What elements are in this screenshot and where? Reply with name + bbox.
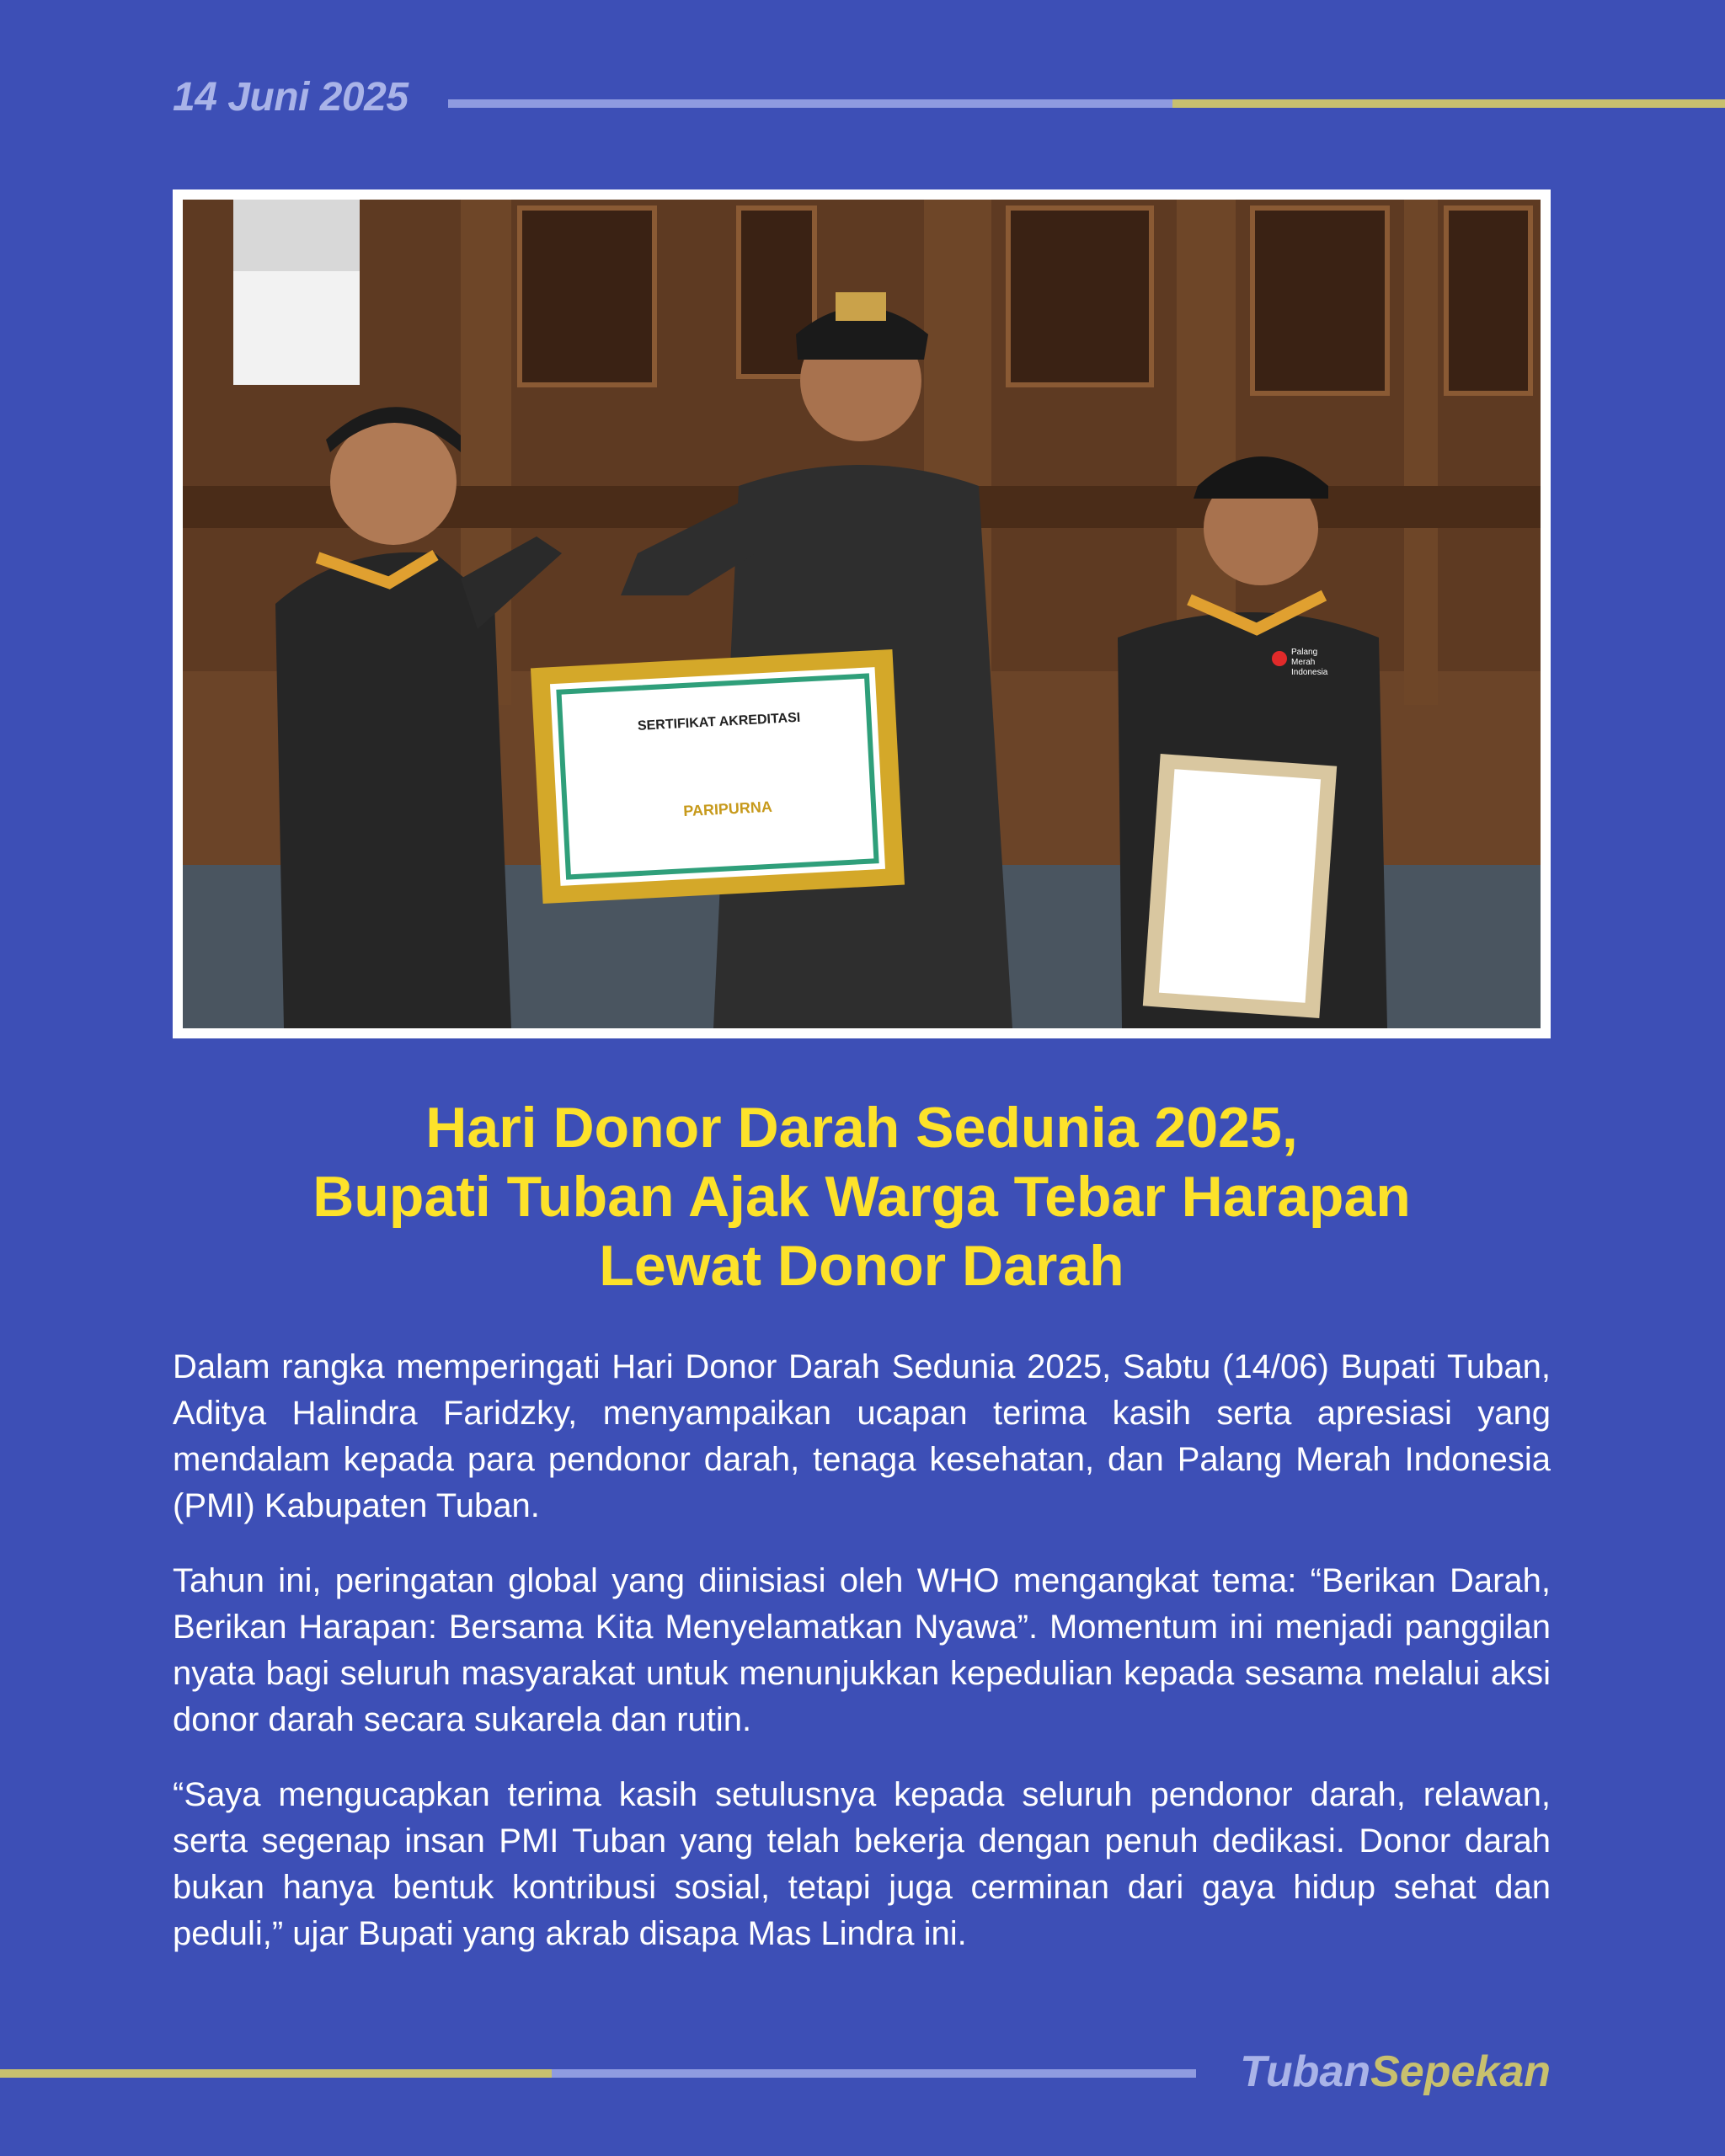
event-photo: [183, 200, 1541, 1028]
bottom-divider-gold: [0, 2069, 552, 2078]
certificate-title: SERTIFIKAT AKREDITASI: [637, 710, 801, 734]
badge-text-3: Indonesia: [1291, 668, 1328, 677]
paragraph-2: Tahun ini, peringatan global yang diinisiasi oleh WHO mengangkat tema: “Berikan Darah, Berikan Harapan: Bersama Kita Menyelamatkan Nyawa”. Momentum ini menjadi panggilan nyata bagi seluruh masyarakat untuk menunjukkan kepedulian kepada sesama melalui aksi donor darah secara sukarela dan rutin.: [173, 1562, 1551, 1738]
paragraph-3: “Saya mengucapkan terima kasih setulusnya kepada seluruh pendonor darah, relawan, serta segenap insan PMI Tuban yang telah bekerja dengan penuh dedikasi. Donor darah bukan hanya bentuk kontribusi sosial, tetapi juga cerminan dari gaya hidup sehat dan peduli,” ujar Bupati yang akrab disapa Mas Lindra ini.: [173, 1776, 1551, 1952]
event-photo-illustration: [183, 200, 1541, 1028]
headline: [173, 1093, 1551, 1300]
brand-logo: [1240, 2047, 1551, 2097]
top-divider-blue: [448, 99, 1172, 108]
headline-line-2: Bupati Tuban Ajak Warga Tebar Harapan: [312, 1165, 1411, 1229]
certificate-frame: [531, 649, 905, 904]
headline-line-1: Hari Donor Darah Sedunia 2025,: [425, 1096, 1298, 1160]
paragraph-1: Dalam rangka memperingati Hari Donor Darah Sedunia 2025, Sabtu (14/06) Bupati Tuban, Aditya Halindra Faridzky, menyampaikan ucapan terima kasih serta apresiasi yang mendalam kepada para pendonor darah, tenaga kesehatan, dan Palang Merah Indonesia (PMI) Kabupaten Tuban.: [173, 1348, 1551, 1524]
brand-part-1: Tuban: [1240, 2047, 1371, 2096]
photo-frame: [173, 189, 1551, 1038]
article-body: [173, 1344, 1551, 1986]
brand-part-2: Sepekan: [1370, 2047, 1551, 2096]
certificate-grade: PARIPURNA: [682, 798, 773, 820]
date-label: 14 Juni 2025: [173, 75, 409, 120]
badge-text-2: Merah: [1291, 658, 1316, 667]
top-divider-gold: [1172, 99, 1725, 108]
badge-text-1: Palang: [1291, 648, 1318, 657]
headline-line-3: Lewat Donor Darah: [599, 1234, 1124, 1298]
bottom-divider-blue: [552, 2069, 1196, 2078]
